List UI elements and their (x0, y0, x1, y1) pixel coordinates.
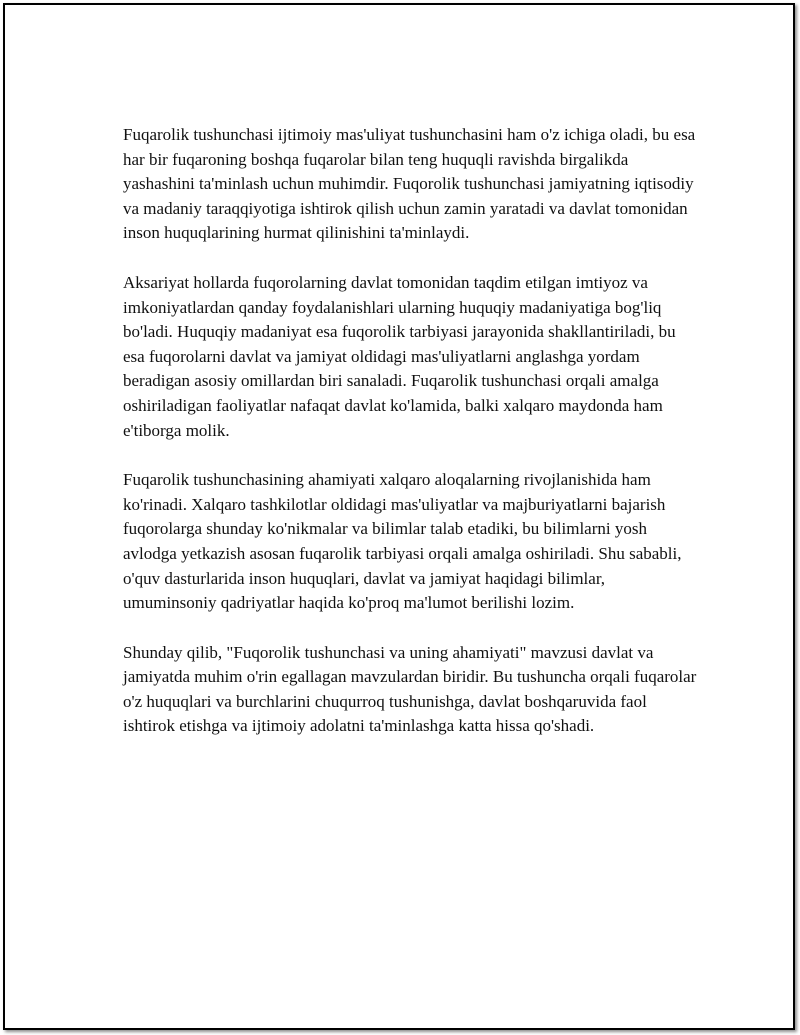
document-body (123, 123, 698, 764)
paragraph-4: Shunday qilib, "Fuqorolik tushunchasi va uning ahamiyati" mavzusi davlat va jamiyatda muhim o'rin egallagan mavzulardan biridir. Bu tushuncha orqali fuqarolar o'z huquqlari va burchlarini chuqurroq tushunishga, davlat boshqaruvida faol ishtirok etishga va ijtimoiy adolatni ta'minlashga katta hissa qo'shadi. (123, 642, 697, 736)
paragraph-2: Aksariyat hollarda fuqorolarning davlat tomonidan taqdim etilgan imtiyoz va imkoniyatlardan qanday foydalanishlari ularning huquqiy madaniyatiga bog'liq bo'ladi. Huquqiy madaniyat esa fuqorolik tarbiyasi jarayonida shakllantiriladi, bu esa fuqorolarni davlat va jamiyat oldidagi mas'uliyatlarni anglashga yordam beradigan asosiy omillardan biri sanaladi. Fuqarolik tushunchasi orqali amalga oshiriladigan faoliyatlar nafaqat davlat ko'lamida, balki xalqaro maydonda ham e'tiborga molik. (123, 272, 676, 440)
paragraph-1: Fuqarolik tushunchasi ijtimoiy mas'uliyat tushunchasini ham o'z ichiga oladi, bu esa har bir fuqaroning boshqa fuqarolar bilan teng huquqli ravishda birgalikda yashashini ta'minlash uchun muhimdir. Fuqorolik tushunchasi jamiyatning iqtisodiy va madaniy taraqqiyotiga ishtirok qilish uchun zamin yaratadi va davlat tomonidan inson huquqlarining hurmat qilinishini ta'minlaydi. (123, 125, 696, 243)
document-page (3, 3, 795, 1030)
paragraph-3: Fuqarolik tushunchasining ahamiyati xalqaro aloqalarning rivojlanishida ham ko'rinadi. Xalqaro tashkilotlar oldidagi mas'uliyatlar va majburiyatlarni bajarish fuqorolarga shunday ko'nikmalar va bilimlar talab etadiki, bu bilimlarni yosh avlodga yetkazish asosan fuqarolik tarbiyasi orqali amalga oshiriladi. Shu sababli, o'quv dasturlarida inson huquqlari, davlat va jamiyat haqidagi bilimlar, umuminsoniy qadriyatlar haqida ko'proq ma'lumot berilishi lozim. (123, 470, 682, 613)
